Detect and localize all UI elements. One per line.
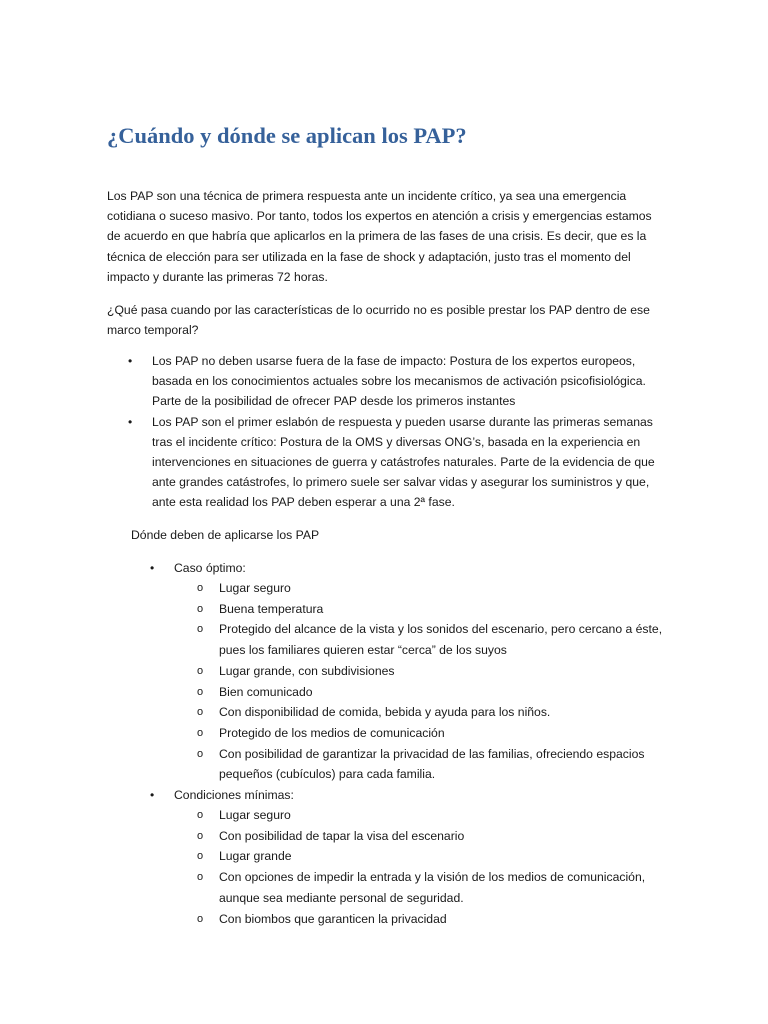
list-item [197, 599, 667, 620]
circle-bullet-icon: o [197, 602, 204, 615]
bullet-icon: • [150, 561, 155, 575]
caso-optimo-list [197, 578, 667, 785]
list-item [128, 351, 668, 412]
circle-bullet-icon: o [197, 706, 204, 719]
list-item-text: Los PAP no deben usarse fuera de la fase de impacto: Postura de los expertos europeos, basada en los conocimientos actuales sobre los mecanismos de activación psicofisiológica. Parte de la posibilidad de ofrecer PAP desde los primeros instantes [152, 354, 646, 409]
list-item [197, 682, 667, 703]
list-item-text: Los PAP son el primer eslabón de respuesta y pueden usarse durante las primeras semanas tras el incidente crítico: Postura de la OMS y diversas ONG’s, basada en la experiencia en intervenciones en situaciones de guerra y catástrofes naturales. Parte de la evidencia de que ante grandes catástrofes, lo primero suele ser salvar vidas y asegurar los suministros y que, ante esta realidad los PAP deben esperar a una 2ª fase. [152, 414, 655, 510]
circle-bullet-icon: o [197, 850, 204, 863]
list-item-text: Lugar seguro [219, 808, 291, 822]
list-item [197, 846, 667, 867]
condiciones-minimas-label: Condiciones mínimas: [174, 788, 294, 802]
list-item-text: Con biombos que garanticen la privacidad [219, 911, 447, 926]
list-item [197, 578, 667, 599]
where-heading: Dónde deben de aplicarse los PAP [131, 528, 320, 542]
list-item-text: Con disponibilidad de comida, bebida y ayuda para los niños. [219, 705, 551, 720]
list-item [197, 805, 667, 826]
list-item-text: Lugar grande, con subdivisiones [219, 663, 395, 678]
question-paragraph: ¿Qué pasa cuando por las características de lo ocurrido no es posible prestar los PAP dentro de ese marco temporal? [107, 303, 650, 338]
list-item [197, 723, 667, 744]
condiciones-minimas-list [197, 805, 667, 929]
circle-bullet-icon: o [197, 685, 204, 698]
circle-bullet-icon: o [197, 809, 204, 821]
list-item-text: Con posibilidad de garantizar la privacidad de las familias, ofreciendo espacios pequeños (cubículos) para cada familia. [219, 746, 645, 782]
bullet-icon: • [128, 414, 133, 429]
circle-bullet-icon: o [197, 747, 204, 760]
circle-bullet-icon: o [197, 623, 204, 636]
list-item-text: Con opciones de impedir la entrada y la visión de los medios de comunicación, aunque sea mediante personal de seguridad. [219, 870, 646, 905]
list-item [197, 661, 667, 682]
circle-bullet-icon: o [197, 726, 204, 739]
list-item [197, 909, 667, 930]
list-item [197, 702, 667, 723]
list-item-text: Con posibilidad de tapar la visa del escenario [219, 828, 465, 843]
bullet-icon: • [128, 354, 133, 368]
postures-list [128, 351, 668, 513]
list-item [197, 619, 667, 660]
page-title: ¿Cuándo y dónde se aplican los PAP? [107, 123, 467, 148]
list-item-text: Bien comunicado [219, 684, 313, 699]
list-item [197, 867, 667, 908]
list-item-text: Buena temperatura [219, 601, 324, 616]
list-item [197, 826, 667, 847]
bullet-icon: • [150, 788, 155, 802]
caso-optimo-label: Caso óptimo: [174, 561, 246, 575]
list-item [197, 744, 667, 785]
list-item-text: Protegido del alcance de la vista y los sonidos del escenario, pero cercano a éste, pues los familiares quieren estar “cerca” de los suyos [219, 622, 663, 658]
circle-bullet-icon: o [197, 912, 204, 925]
circle-bullet-icon: o [197, 829, 204, 842]
list-item-text: Lugar grande [219, 849, 292, 864]
list-item-text: Lugar seguro [219, 581, 291, 595]
circle-bullet-icon: o [197, 871, 204, 884]
intro-paragraph: Los PAP son una técnica de primera respuesta ante un incidente crítico, ya sea una emergencia cotidiana o suceso masivo. Por tanto, todos los expertos en atención a crisis y emergencias estamos de acuerdo en que habría que aplicarlos en la primera de las fases de una crisis. Es decir, que es la técnica de elección para ser utilizada en la fase de shock y adaptación, justo tras el momento del impacto y durante las primeras 72 horas. [107, 189, 652, 284]
list-item-text: Protegido de los medios de comunicación [219, 725, 445, 740]
circle-bullet-icon: o [197, 582, 204, 594]
list-item [128, 412, 668, 513]
circle-bullet-icon: o [197, 664, 204, 677]
